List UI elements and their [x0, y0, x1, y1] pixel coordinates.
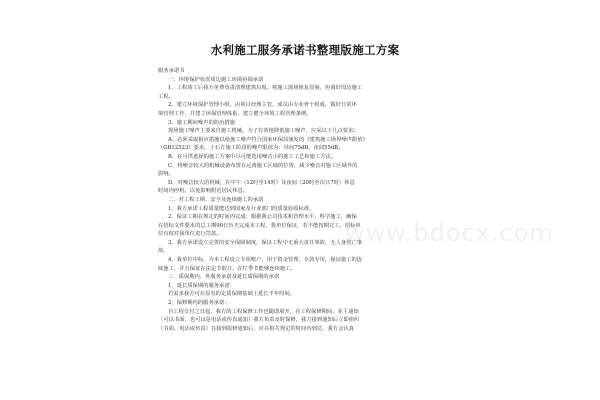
paragraph-line: 1、我方承诺工程质量能达到国家及行业部门的质量验收标准。	[168, 205, 315, 212]
paragraph-line: 位有权对我单位进行罚款。	[158, 231, 222, 238]
paragraph-line: 自工程交付之日起，我方的工程保修工作也随即展开，在工程保修期间，业主通知	[168, 308, 359, 315]
paragraph-line: 2、保证工期在规定的时间内完成：根据我公司技术和管理水平，科学施工，确保	[168, 214, 357, 221]
document-title: 水利施工服务承诺书整理版施工方案	[210, 43, 400, 57]
paragraph-line: 时间内停机，以免影响附近居民休息。	[158, 188, 249, 195]
paragraph-line: （书面、电话或传真）在接到报修通知后，应在相关规定的时间内到达，我方会认真	[158, 325, 354, 332]
paragraph-line: （可以书面，也可以是电话或传真通知）我方负责及时保修，我方接到通知后立即组织	[158, 317, 360, 324]
paragraph-line: 工程。	[158, 93, 174, 100]
paragraph-line: 1、工程竣工后我方免费负责清理建筑垃圾，将施工现场恢复原貌，协调好周边施工	[168, 85, 363, 92]
watermark: www.bdocx.com	[345, 219, 554, 247]
paragraph-line: 若需求我方可在原有的定质保期基础上延长半年时间。	[168, 291, 296, 298]
paragraph-line: 服务承诺书	[158, 68, 185, 74]
paragraph-line: 三、质保期内、外服务承诺及延长质保期的承诺	[168, 274, 280, 281]
paragraph-line: （GB12523）要求，土石方施工阶段的噪声限值为：昼间75dB，夜间55dB。	[158, 145, 344, 152]
paragraph-line: 1、延长质保期的服务承诺：	[168, 282, 235, 289]
paragraph-line: 3、我方承诺设立完善的安全保障制度，保证工程中无重大责任事故，无人身伤亡事	[168, 239, 363, 246]
paragraph-line: 3、施工期间噪声的防治措施	[168, 119, 235, 126]
paragraph-line: 4、我单位中标，为本工程设立专项账户，用于资金管理，专款专用，保证施工的连	[168, 257, 363, 264]
paragraph-line: 在招标文件要求的总工期90日历天完成本工程，我单位保证，若不能按期完工，招标单	[158, 222, 361, 229]
paragraph-line: 影响。	[158, 171, 174, 178]
paragraph-line: 故。	[158, 248, 169, 255]
document-body	[140, 67, 470, 333]
paragraph-line: 一、环境保护状况周边施工环境协调承诺	[168, 76, 264, 83]
document-page	[140, 36, 554, 400]
paragraph-line: 续施工，并且保证在法定节假日，在忙季节能够连续施工。	[158, 265, 296, 272]
paragraph-line: 2、建立环境保护管理小组，由项目经理主管，成员由专业骨干组成，做好日常环	[168, 102, 357, 109]
paragraph-line: 二、对工程工期、安全及连续施工的承诺	[168, 196, 264, 203]
paragraph-line: B、在可供选择的施工方案中尽可能选用噪音小的施工工艺和施工方法。	[168, 153, 337, 160]
paragraph-line: C、将噪音较大的机械设备布置在远离施工区域的位置，减少噪音对施工区域外的	[168, 162, 358, 169]
paragraph-line: D、对噪音较大的机械，在中午（12时至14时）及夜间（20时至次日7时）休息	[168, 179, 355, 186]
paragraph-line: 2、保修期内的服务承诺：	[168, 300, 230, 307]
paragraph-line: 境管理工作，并建立环保管理体系，建立健全环境工程管理条例。	[158, 110, 312, 117]
paragraph-line: 现场施工噪声主要来自施工机械，为了有效地降低施工噪声，应采以下几点要求：	[168, 128, 359, 135]
paragraph-line: A、必须采取相应措施以使施工噪声符合国家环保局颁发的《建筑施工场界噪声限值》	[168, 136, 368, 143]
